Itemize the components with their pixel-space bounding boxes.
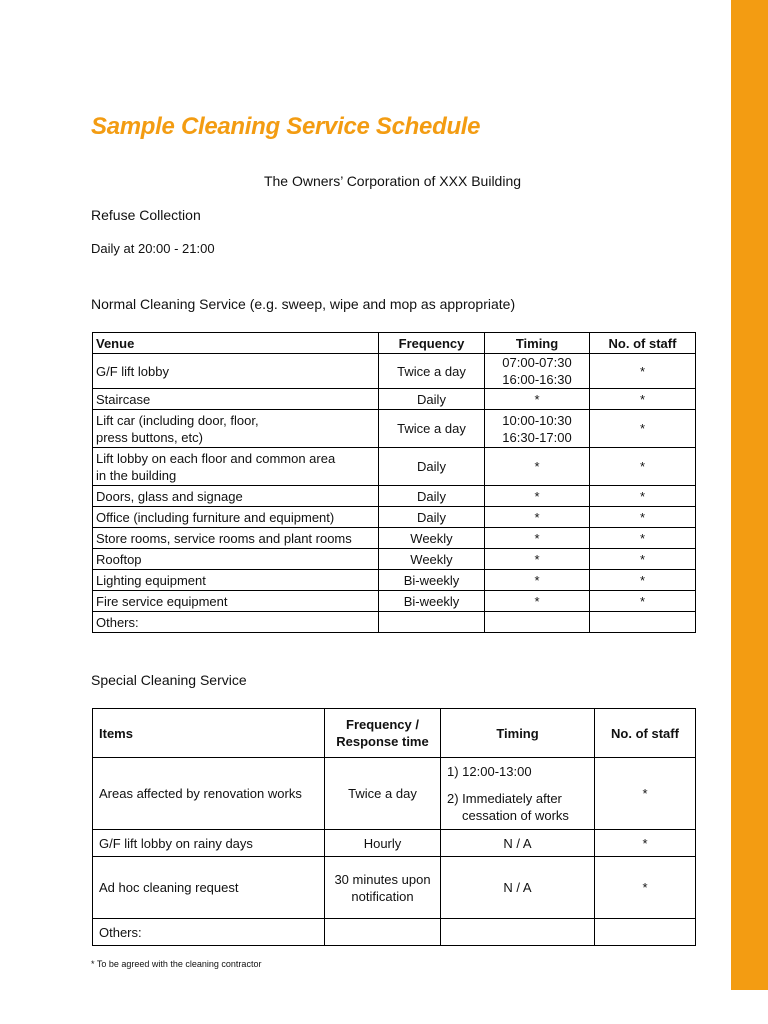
venue-cell	[93, 354, 379, 389]
refuse-text: Daily at 20:00 - 21:00	[91, 241, 215, 256]
staff-cell	[595, 919, 696, 946]
cell-line: 10:00-10:30	[502, 412, 572, 428]
staff-cell: *	[590, 507, 696, 528]
items-header: Items	[93, 709, 325, 758]
cell-line: *	[534, 572, 540, 588]
header-line: Frequency /	[346, 717, 419, 732]
cell-line: Others:	[96, 614, 139, 630]
item-cell: Areas affected by renovation works	[93, 758, 325, 830]
table-row	[93, 857, 696, 919]
venue-header: Venue	[93, 333, 379, 354]
frequency-cell: Bi-weekly	[379, 591, 485, 612]
timing-cell	[485, 354, 590, 389]
frequency-cell	[379, 612, 485, 633]
item-cell: Ad hoc cleaning request	[93, 857, 325, 919]
staff-cell: *	[590, 528, 696, 549]
header-line: Response time	[336, 734, 429, 749]
timing-cell	[441, 830, 595, 857]
cell-line: cessation of works	[462, 808, 569, 823]
table-row	[93, 612, 696, 633]
frequency-cell: Bi-weekly	[379, 570, 485, 591]
staff-cell: *	[590, 486, 696, 507]
frequency-header: Frequency	[379, 333, 485, 354]
staff-cell: *	[590, 570, 696, 591]
venue-cell	[93, 528, 379, 549]
table-row	[93, 591, 696, 612]
cell-line: 16:30-17:00	[502, 429, 572, 445]
cell-line: N / A	[503, 880, 532, 895]
table-row	[93, 410, 696, 448]
cell-line: G/F lift lobby	[96, 363, 169, 379]
timing-header: Timing	[485, 333, 590, 354]
frequency-cell: Daily	[379, 448, 485, 486]
cell-line: Fire service equipment	[96, 593, 228, 609]
special-cleaning-rows	[93, 758, 696, 946]
normal-cleaning-table	[92, 332, 696, 633]
timing-cell	[485, 448, 590, 486]
frequency-cell: Weekly	[379, 528, 485, 549]
timing-cell	[485, 410, 590, 448]
frequency-cell	[325, 830, 441, 857]
frequency-cell	[325, 857, 441, 919]
refuse-heading: Refuse Collection	[91, 207, 201, 223]
special-cleaning-table	[92, 708, 696, 946]
cell-line: *	[534, 488, 540, 504]
timing-cell	[485, 486, 590, 507]
timing-cell	[485, 507, 590, 528]
table-row	[93, 758, 696, 830]
cell-line: Twice a day	[348, 786, 417, 801]
staff-cell: *	[590, 549, 696, 570]
cell-line: Rooftop	[96, 551, 142, 567]
timing-cell	[485, 389, 590, 410]
venue-cell	[93, 486, 379, 507]
table-row	[93, 507, 696, 528]
venue-cell	[93, 549, 379, 570]
cell-line: Store rooms, service rooms and plant rooms	[96, 530, 352, 546]
staff-cell	[590, 612, 696, 633]
cell-line: *	[534, 551, 540, 567]
staff-cell: *	[590, 448, 696, 486]
cell-line: 07:00-07:30	[502, 355, 572, 370]
special-cleaning-heading: Special Cleaning Service	[91, 672, 247, 688]
frequency-cell: Twice a day	[379, 354, 485, 389]
staff-cell: *	[595, 758, 696, 830]
staff-cell: *	[590, 410, 696, 448]
timing-cell	[441, 919, 595, 946]
frequency-cell: Daily	[379, 486, 485, 507]
cell-line: *	[534, 593, 540, 609]
venue-cell	[93, 570, 379, 591]
cell-line: *	[534, 530, 540, 546]
cell-line: press buttons, etc)	[96, 429, 203, 445]
timing-cell	[441, 857, 595, 919]
timing-cell	[485, 549, 590, 570]
page-title: Sample Cleaning Service Schedule	[91, 113, 481, 140]
frequency-cell	[325, 919, 441, 946]
venue-cell	[93, 507, 379, 528]
cell-line: Staircase	[96, 391, 151, 407]
timing-header: Timing	[441, 709, 595, 758]
cell-line: Lighting equipment	[96, 572, 206, 588]
table-row	[93, 389, 696, 410]
frequency-cell: Twice a day	[379, 410, 485, 448]
table-row	[93, 549, 696, 570]
orange-side-bar	[731, 0, 768, 990]
normal-cleaning-rows	[93, 354, 696, 633]
cell-line: 30 minutes upon	[334, 871, 431, 887]
timing-cell	[485, 612, 590, 633]
frequency-cell: Weekly	[379, 549, 485, 570]
staff-cell: *	[590, 591, 696, 612]
cell-line: N / A	[503, 835, 532, 851]
timing-cell	[441, 758, 595, 830]
venue-cell	[93, 591, 379, 612]
frequency-cell: Daily	[379, 507, 485, 528]
timing-cell	[485, 570, 590, 591]
cell-line: 1) 12:00-13:00	[447, 764, 532, 779]
table-row	[93, 354, 696, 389]
frequency-cell	[325, 758, 441, 830]
cell-line: Lift lobby on each floor and common area	[96, 450, 336, 466]
staff-cell: *	[595, 857, 696, 919]
cell-line: Doors, glass and signage	[96, 488, 243, 504]
footnote: * To be agreed with the cleaning contractor	[91, 959, 262, 969]
item-cell: Others:	[93, 919, 325, 946]
venue-cell	[93, 389, 379, 410]
cell-line: notification	[351, 888, 414, 904]
table-header-row	[93, 333, 696, 354]
document-subtitle: The Owners’ Corporation of XXX Building	[263, 173, 522, 189]
staff-cell: *	[590, 354, 696, 389]
cell-line: in the building	[96, 467, 177, 483]
staff-header: No. of staff	[595, 709, 696, 758]
frequency-cell: Daily	[379, 389, 485, 410]
cell-line: *	[534, 391, 540, 407]
item-cell: G/F lift lobby on rainy days	[93, 830, 325, 857]
cell-line: 2) Immediately after	[447, 791, 562, 806]
normal-cleaning-heading: Normal Cleaning Service (e.g. sweep, wipe and mop as appropriate)	[91, 296, 516, 312]
table-row	[93, 528, 696, 549]
staff-header: No. of staff	[590, 333, 696, 354]
cell-line: 16:00-16:30	[502, 372, 572, 387]
cell-line: *	[534, 459, 540, 474]
venue-cell	[93, 612, 379, 633]
table-row	[93, 448, 696, 486]
timing-cell	[485, 591, 590, 612]
venue-cell	[93, 410, 379, 448]
cell-line: Hourly	[363, 835, 402, 851]
cell-line: Lift car (including door, floor,	[96, 412, 259, 428]
cell-line: Office (including furniture and equipment)	[96, 509, 335, 525]
cell-line: *	[534, 509, 540, 525]
staff-cell: *	[590, 389, 696, 410]
table-header-row	[93, 709, 696, 758]
table-row	[93, 570, 696, 591]
table-row	[93, 830, 696, 857]
frequency-response-header	[325, 709, 441, 758]
staff-cell: *	[595, 830, 696, 857]
venue-cell	[93, 448, 379, 486]
table-row	[93, 486, 696, 507]
table-row	[93, 919, 696, 946]
timing-cell	[485, 528, 590, 549]
